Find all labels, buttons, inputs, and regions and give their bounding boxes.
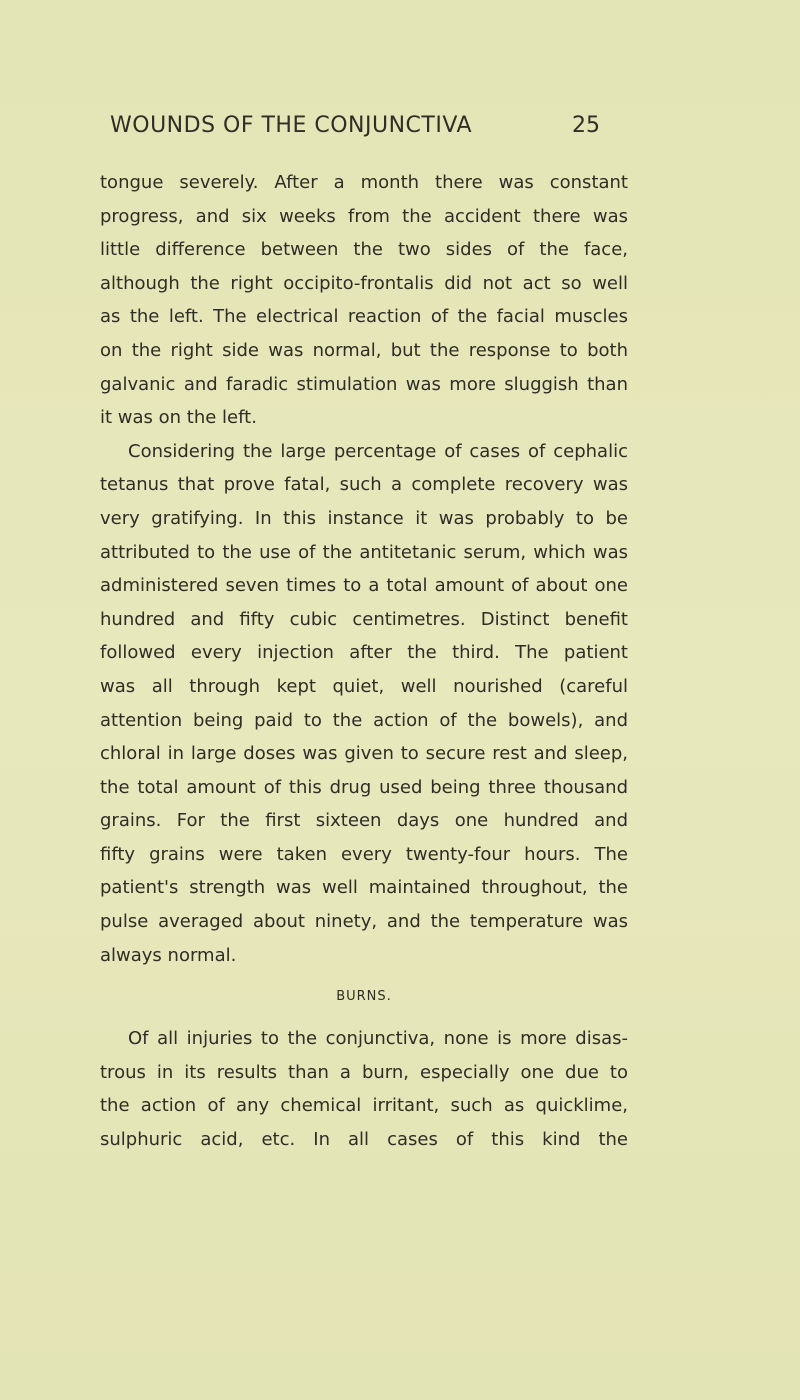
text-line: attributed to the use of the antitetanic serum, which was (100, 541, 628, 563)
text-line: was all through kept quiet, well nourished (careful (100, 675, 628, 697)
paragraph-continuation (100, 166, 628, 435)
running-title: WOUNDS OF THE CONJUNCTIVA (110, 113, 473, 138)
running-head (0, 113, 800, 153)
paragraph-burns (100, 1022, 628, 1156)
text-line: tetanus that prove fatal, such a complete recovery was (100, 474, 628, 496)
text-line: little difference between the two sides of the face, (100, 239, 628, 261)
text-line: pulse averaged about ninety, and the temperature was (100, 911, 628, 933)
page-number: 25 (572, 113, 600, 138)
section-heading-burns: BURNS. (336, 989, 392, 1005)
text-line: followed every injection after the third. The patient (100, 642, 628, 664)
text-line: hundred and fifty cubic centimetres. Distinct benefit (100, 608, 628, 630)
text-line: patient's strength was well maintained throughout, the (100, 877, 628, 899)
text-line: always normal. (100, 944, 237, 966)
text-line: it was on the left. (100, 407, 257, 429)
text-line: trous in its results than a burn, especially one due to (100, 1061, 628, 1083)
text-line: galvanic and faradic stimulation was more sluggish than (100, 373, 628, 395)
text-line: the total amount of this drug used being three thousand (100, 776, 628, 798)
text-line: sulphuric acid, etc. In all cases of this kind the (100, 1129, 628, 1151)
text-line: tongue severely. After a month there was constant (100, 172, 628, 193)
paragraph-recovery (100, 435, 628, 973)
section-spacer (100, 1014, 628, 1022)
text-line: fifty grains were taken every twenty-four hours. The (100, 843, 628, 865)
text-line: as the left. The electrical reaction of the facial muscles (100, 306, 628, 328)
text-line: progress, and six weeks from the accident there was (100, 205, 628, 227)
body-text (100, 166, 628, 1157)
text-line: although the right occipito-frontalis did not act so well (100, 272, 628, 294)
text-line: chloral in large doses was given to secure rest and sleep, (100, 743, 628, 765)
text-line: grains. For the first sixteen days one hundred and (100, 810, 628, 832)
text-line: Considering the large percentage of cases of cephalic (128, 440, 628, 462)
text-line: very gratifying. In this instance it was probably to be (100, 507, 628, 529)
text-line: Of all injuries to the conjunctiva, none is more disas- (128, 1028, 628, 1050)
text-line: on the right side was normal, but the response to both (100, 339, 628, 361)
text-line: attention being paid to the action of the bowels), and (100, 709, 628, 731)
text-line: the action of any chemical irritant, such as quicklime, (100, 1095, 628, 1117)
text-line: administered seven times to a total amount of about one (100, 575, 628, 597)
